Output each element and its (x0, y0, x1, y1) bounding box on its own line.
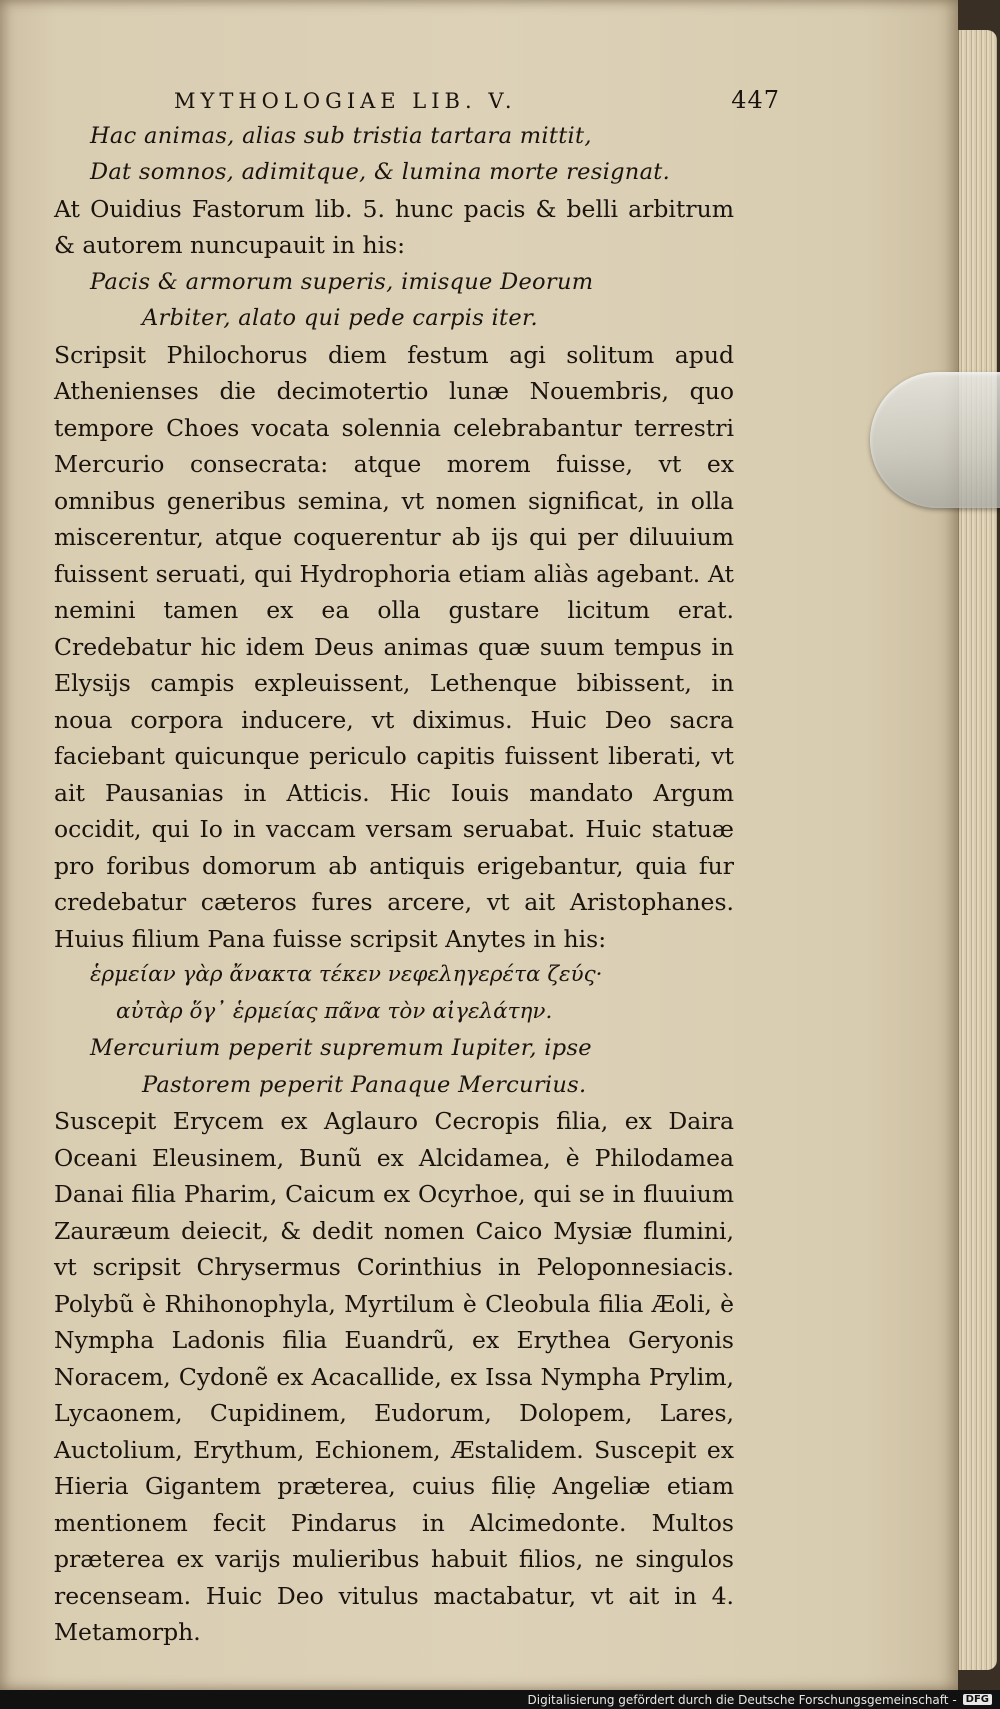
paragraph (54, 191, 734, 264)
page-text (54, 82, 780, 1651)
page-clip (870, 372, 1000, 508)
running-header (174, 82, 780, 120)
verse-line: Dat somnos, adimitque, & lumina morte resignat. (90, 159, 671, 185)
greek-verse-line: ἑρμείαν γὰρ ἄνακτα τέκεν νεφεληγερέτα ζεύς· (90, 962, 603, 987)
page-number: 447 (731, 86, 780, 114)
verse-line: Hac animas, alias sub tristia tartara mittit, (90, 122, 592, 149)
paragraph-text: Suscepit Erycem ex Aglauro Cecropis filia, ex Daira Oceani Eleusinem, Bunũ ex Alcidamea, è Philodamea Danai filia Pharim, Caicum ex Ocyrhoe, qui se in fluuium Zauræum deiecit, & dedit nomen Caico Mysiæ flumini, vt scripsit Chrysermus Corinthius in Peloponnesiacis. Polybũ è Rhihonophyla, Myrtilum è Cleobula filia Æoli, è Nympha Ladonis filia Euandrũ, ex Erythea Geryonis Noracem, Cydonẽ ex Acacallide, ex Issa Nympha Prylim, Lycaonem, Cupidinem, Eudorum, Dolopem, Lares, Auctolium, Erythum, Echionem, Æstalidem. Suscepit ex Hieria Gigantem præterea, cuius filiẹ Angeliæ etiam mentionem fecit Pindarus in Alcimedonte. Multos præterea ex varijs mulieribus habuit filios, ne singulos recenseam. Huic Deo vitulus mactabatur, vt ait in 4. Metamorph. (54, 1107, 734, 1646)
verse-line: Pacis & armorum superis, imisque Deorum (90, 268, 594, 295)
paragraph-text: Scripsit Philochorus diem festum agi solitum apud Athenienses die decimotertio lunæ Nouembris, quo tempore Choes vocata solennia celebrabantur terrestri Mercurio consecrata: atque morem fuisse, vt ex omnibus generibus semina, vt nomen significat, in olla miscerentur, atque coquerentur ab ijs qui per diluuium fuissent seruati, qui Hydrophoria etiam aliàs agebant. At nemini tamen ex ea olla gustare licitum erat. Credebatur hic idem Deus animas quæ suum tempus in Elysijs campis expleuissent, Lethenque bibissent, in noua corpora inducere, vt diximus. Huic Deo sacra faciebant quicunque periculo capitis fuissent liberati, vt ait Pausanias in Atticis. Hic Iouis mandato Argum occidit, qui Io in vaccam versam seruabat. Huic statuæ pro foribus domorum ab antiquis erigebantur, quia fur credebatur cæteros fures arcere, vt ait Aristophanes. Huius filium Pana fuisse scripsit Anytes in his: (54, 340, 734, 953)
dfg-logo: DFG (963, 1694, 992, 1705)
page-edges (958, 30, 997, 1670)
verse-line: Arbiter, alato qui pede carpis iter. (142, 305, 539, 331)
paragraph (54, 337, 734, 958)
footer-credit: Digitalisierung gefördert durch die Deutsche Forschungsgemeinschaft - (527, 1692, 957, 1707)
paragraph (54, 1103, 734, 1651)
verse-line: Pastorem peperit Panaque Mercurius. (142, 1071, 587, 1098)
greek-verse-line: αὐτὰρ ὅγ᾽ ἑρμείας πᾶνα τὸν αἰγελάτην. (116, 998, 553, 1024)
verse-line: Mercurium peperit supremum Iupiter, ipse (90, 1035, 592, 1061)
running-title: MYTHOLOGIAE LIB. V. (174, 89, 517, 113)
paragraph-text: At Ouidius Fastorum lib. 5. hunc pacis & belli arbitrum & autorem nuncupauit in his: (54, 194, 734, 259)
digitization-footer (0, 1690, 1000, 1709)
